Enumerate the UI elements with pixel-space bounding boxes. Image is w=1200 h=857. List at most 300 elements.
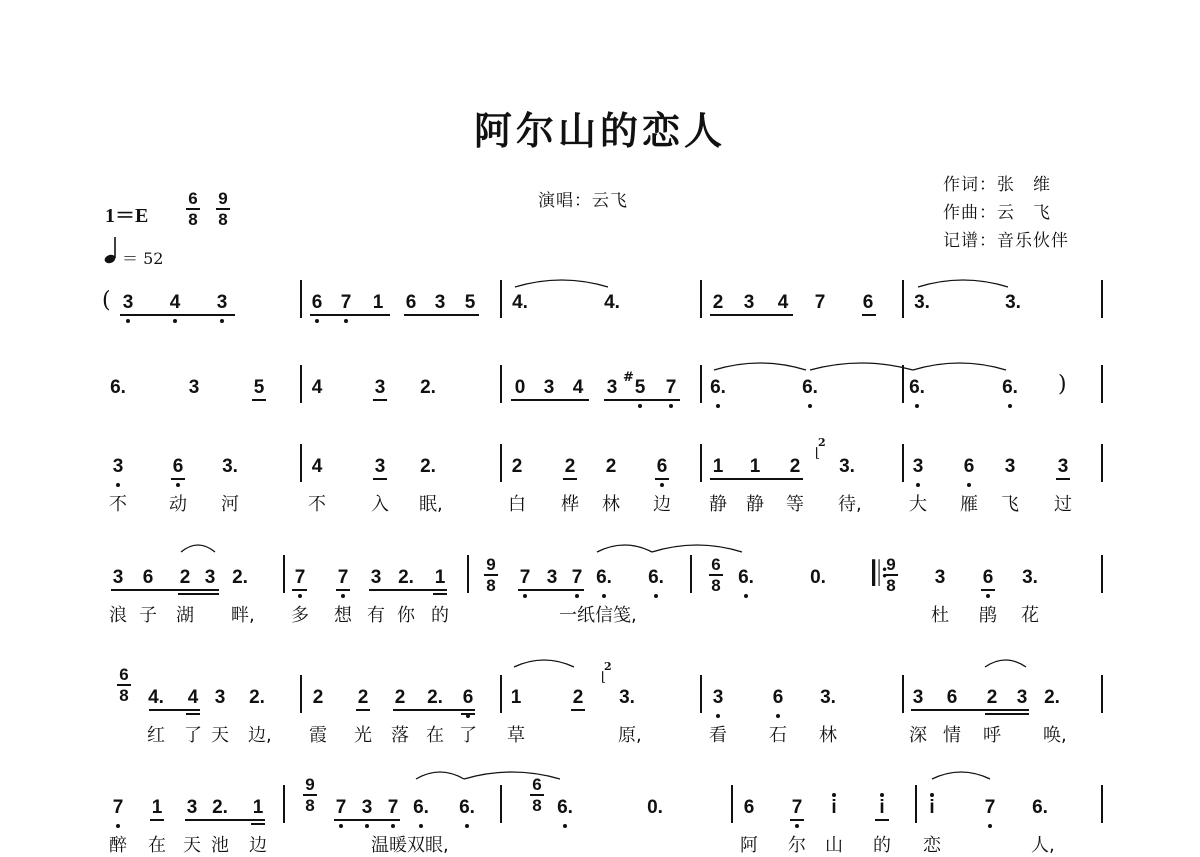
beat-underline [120, 314, 235, 316]
lyric-syllable: 一纸信笺, [559, 605, 637, 626]
lyric-syllable: 静 [746, 494, 764, 515]
beat-underline [604, 399, 680, 401]
beat-underline [985, 713, 1029, 715]
time-sig-top: 6 [711, 555, 721, 574]
slur-arc [181, 545, 215, 552]
octave-dot-below [795, 824, 799, 828]
lyric-syllable: 白 [508, 494, 526, 515]
note: 3 [112, 567, 124, 588]
bar-line [283, 785, 285, 823]
close-parenthesis: ) [1058, 372, 1067, 397]
note: 2. [420, 377, 436, 398]
note: 6. [413, 797, 429, 818]
time-sig-bottom: 8 [218, 209, 228, 229]
lyric-syllable: 呼 [983, 725, 1001, 746]
quarter-note-icon [104, 237, 120, 265]
note: 6 [963, 456, 975, 477]
note: 6 [656, 456, 668, 477]
octave-dot-below [808, 404, 812, 408]
octave-dot-below [654, 594, 658, 598]
grace-hook-icon: ⌊ [815, 446, 821, 461]
octave-dot-below [1008, 404, 1012, 408]
octave-dot-above [930, 793, 934, 797]
beat-underline [862, 314, 876, 316]
note: 4 [311, 377, 323, 398]
time-signature-6-8 [186, 190, 200, 228]
lyric-syllable: 不 [109, 494, 127, 515]
lyric-syllable: 待, [838, 494, 862, 515]
note: 7 [814, 292, 826, 313]
time-sig-bottom: 8 [886, 575, 896, 595]
note: 4. [604, 292, 620, 313]
note: i [879, 797, 885, 818]
note: i [929, 797, 935, 818]
beat-underline [171, 478, 185, 480]
note: 1 [151, 797, 163, 818]
note: 2. [420, 456, 436, 477]
bar-line [1101, 365, 1103, 403]
note: 0. [647, 797, 663, 818]
beat-underline [185, 819, 265, 821]
note: 7 [571, 567, 583, 588]
slur-arc [714, 363, 806, 370]
lyric-syllable: 边 [249, 835, 267, 856]
bar-line [700, 365, 702, 403]
note: 3 [188, 377, 200, 398]
note: 3 [1004, 456, 1016, 477]
beat-underline [981, 589, 995, 591]
octave-dot-below [220, 319, 224, 323]
lyric-syllable: 不 [308, 494, 326, 515]
note: 0. [810, 567, 826, 588]
note: 4 [311, 456, 323, 477]
sharp-accidental: # [623, 370, 634, 385]
note: 3. [914, 292, 930, 313]
note: 7 [387, 797, 399, 818]
time-sig-bottom: 8 [188, 209, 198, 229]
note: 1 [712, 456, 724, 477]
beat-underline [186, 713, 200, 715]
note: 7 [984, 797, 996, 818]
beat-underline [563, 478, 577, 480]
note: 3 [374, 456, 386, 477]
note: 3 [912, 456, 924, 477]
note: 2 [312, 687, 324, 708]
lyric-syllable: 湖 [176, 605, 194, 626]
lyric-syllable: 人, [1031, 835, 1055, 856]
octave-dot-below [315, 319, 319, 323]
note: 6 [311, 292, 323, 313]
time-sig-top: 6 [188, 189, 198, 208]
note: 6. [459, 797, 475, 818]
song-title: 阿尔山的恋人 [473, 108, 726, 153]
octave-dot-below [575, 594, 579, 598]
bar-line [700, 280, 702, 318]
lyric-syllable: 在 [426, 725, 444, 746]
lyric-syllable: 过 [1054, 494, 1072, 515]
lyric-syllable: 石 [769, 725, 787, 746]
note: 5 [464, 292, 476, 313]
bar-line [902, 675, 904, 713]
octave-dot-above [832, 793, 836, 797]
octave-dot-below [465, 824, 469, 828]
note: 6 [462, 687, 474, 708]
note: 2. [427, 687, 443, 708]
octave-dot-below [116, 483, 120, 487]
beat-underline [710, 314, 793, 316]
inline-time-signature-6-8 [709, 556, 723, 594]
bar-line [283, 555, 285, 593]
note: 3 [216, 292, 228, 313]
lyric-syllable: 林 [819, 725, 837, 746]
lyric-syllable: 恋 [923, 835, 941, 856]
bar-line [500, 280, 502, 318]
lyric-syllable: 入 [371, 494, 389, 515]
note: 1 [749, 456, 761, 477]
octave-dot-above [880, 793, 884, 797]
note: 4 [169, 292, 181, 313]
octave-dot-below [915, 404, 919, 408]
lyric-syllable: 动 [169, 494, 187, 515]
note: 5 [253, 377, 265, 398]
octave-dot-below [744, 594, 748, 598]
time-sig-bottom: 8 [711, 575, 721, 595]
octave-dot-below [967, 483, 971, 487]
bar-line [700, 675, 702, 713]
note: 6. [1002, 377, 1018, 398]
bar-line [300, 280, 302, 318]
beat-underline [149, 709, 200, 711]
octave-dot-below [716, 714, 720, 718]
beat-underline [334, 819, 400, 821]
bar-line [731, 785, 733, 823]
note: 3. [1022, 567, 1038, 588]
octave-dot-below [341, 594, 345, 598]
time-sig-top: 9 [886, 555, 896, 574]
lyric-syllable: 林 [602, 494, 620, 515]
beat-underline [373, 399, 387, 401]
beat-underline [369, 589, 447, 591]
lyric-syllable: 的 [431, 605, 449, 626]
beat-underline [393, 709, 475, 711]
note: 7 [294, 567, 306, 588]
note: 3. [839, 456, 855, 477]
slur-arc [652, 545, 742, 552]
time-sig-top: 9 [218, 189, 228, 208]
octave-dot-below [391, 824, 395, 828]
lyric-syllable: 温暖双眼, [371, 835, 449, 856]
repeat-start-icon: 𝄆 [872, 554, 889, 594]
lyric-syllable: 尔 [788, 835, 806, 856]
note: 6. [557, 797, 573, 818]
octave-dot-below [563, 824, 567, 828]
slur-arc [515, 280, 608, 287]
note: 2. [398, 567, 414, 588]
note: 3 [370, 567, 382, 588]
inline-time-signature-6-8 [530, 776, 544, 814]
lyric-syllable: 飞 [1001, 494, 1019, 515]
open-parenthesis: ( [102, 288, 111, 313]
lyric-syllable: 鹃 [979, 605, 997, 626]
bar-line [467, 555, 469, 593]
lyric-syllable: 唤, [1043, 725, 1067, 746]
octave-dot-below [988, 824, 992, 828]
note: i [831, 797, 837, 818]
note: 1 [510, 687, 522, 708]
note: 1 [252, 797, 264, 818]
time-sig-top: 9 [486, 555, 496, 574]
note: 2. [212, 797, 228, 818]
octave-dot-below [176, 483, 180, 487]
note: 6. [738, 567, 754, 588]
note: 6. [648, 567, 664, 588]
grace-hook-icon: ⌊ [601, 670, 607, 685]
beat-underline [336, 589, 350, 591]
octave-dot-below [776, 714, 780, 718]
note: 6 [772, 687, 784, 708]
lyric-syllable: 边 [653, 494, 671, 515]
note: 3 [912, 687, 924, 708]
bar-line [902, 280, 904, 318]
note: 4 [187, 687, 199, 708]
lyric-syllable: 桦 [561, 494, 579, 515]
note: 3 [1016, 687, 1028, 708]
slur-arc [597, 545, 652, 552]
note: 2 [605, 456, 617, 477]
inline-time-signature-6-8 [117, 666, 131, 704]
octave-dot-below [173, 319, 177, 323]
singer-credit: 演唱：云飞 [538, 191, 628, 211]
note: 3. [1005, 292, 1021, 313]
octave-dot-below [298, 594, 302, 598]
beat-underline [790, 819, 804, 821]
bar-line [500, 675, 502, 713]
bar-line [1101, 675, 1103, 713]
bar-line [1101, 555, 1103, 593]
note: 7 [519, 567, 531, 588]
beat-underline [292, 589, 307, 591]
lyric-syllable: 花 [1021, 605, 1039, 626]
bar-line [1101, 444, 1103, 482]
time-sig-top: 9 [305, 775, 315, 794]
beat-underline [518, 589, 584, 591]
time-sig-top: 6 [532, 775, 542, 794]
transcriber-credit: 记谱：音乐伙伴 [943, 231, 1069, 251]
beat-underline [461, 713, 475, 715]
lyric-syllable: 草 [507, 725, 525, 746]
composer-credit: 作曲：云 飞 [943, 203, 1051, 223]
beat-underline [373, 478, 387, 480]
octave-dot-below [602, 594, 606, 598]
lyric-syllable: 光 [354, 725, 372, 746]
time-sig-bottom: 8 [486, 575, 496, 595]
note: 6. [909, 377, 925, 398]
time-signature-9-8 [216, 190, 230, 228]
note: 2 [789, 456, 801, 477]
note: 3 [434, 292, 446, 313]
note: 2 [511, 456, 523, 477]
note: 3 [112, 456, 124, 477]
beat-underline [911, 709, 1029, 711]
octave-dot-below [669, 404, 673, 408]
lyric-syllable: 杜 [931, 605, 949, 626]
lyric-syllable: 的 [873, 835, 891, 856]
lyric-syllable: 眠, [419, 494, 443, 515]
note: 6 [982, 567, 994, 588]
note: 7 [791, 797, 803, 818]
lyric-syllable: 畔, [231, 605, 255, 626]
note: 3 [712, 687, 724, 708]
note: 2 [572, 687, 584, 708]
note: 7 [337, 567, 349, 588]
note: 2 [564, 456, 576, 477]
lyric-syllable: 池 [211, 835, 229, 856]
note: 4. [148, 687, 164, 708]
note: 2. [249, 687, 265, 708]
bar-line [500, 444, 502, 482]
note: 0 [514, 377, 526, 398]
octave-dot-below [339, 824, 343, 828]
note: 5 [634, 377, 646, 398]
bar-line [1101, 280, 1103, 318]
beat-underline [111, 589, 219, 591]
note: 3 [743, 292, 755, 313]
beat-underline [710, 478, 803, 480]
note: 4 [572, 377, 584, 398]
note: 3. [820, 687, 836, 708]
lyric-syllable: 了 [459, 725, 477, 746]
note: 3 [122, 292, 134, 313]
octave-dot-below [365, 824, 369, 828]
note: 3 [361, 797, 373, 818]
note: 2 [986, 687, 998, 708]
octave-dot-below [638, 404, 642, 408]
slur-arc [810, 363, 913, 370]
note: 2 [179, 567, 191, 588]
note: 6. [1032, 797, 1048, 818]
note: 3 [934, 567, 946, 588]
slur-arc [514, 660, 574, 667]
slur-arc [932, 772, 990, 779]
time-sig-bottom: 8 [119, 685, 129, 705]
note: 6 [862, 292, 874, 313]
slur-arc [464, 772, 560, 779]
note: 6 [946, 687, 958, 708]
octave-dot-below [126, 319, 130, 323]
lyric-syllable: 看 [709, 725, 727, 746]
bar-line [690, 555, 692, 593]
bar-line [500, 365, 502, 403]
lyric-syllable: 有 [367, 605, 385, 626]
lyric-syllable: 等 [786, 494, 804, 515]
beat-underline [571, 709, 585, 711]
lyric-syllable: 情 [943, 725, 961, 746]
note: 2 [712, 292, 724, 313]
note: 6. [110, 377, 126, 398]
time-sig-top: 6 [119, 665, 129, 684]
octave-dot-below [916, 483, 920, 487]
bar-line [500, 785, 502, 823]
slur-arc [918, 280, 1008, 287]
bar-line [300, 365, 302, 403]
bar-line [1101, 785, 1103, 823]
note: 2. [232, 567, 248, 588]
lyric-syllable: 醉 [109, 835, 127, 856]
note: 6 [172, 456, 184, 477]
note: 6. [802, 377, 818, 398]
octave-dot-below [419, 824, 423, 828]
lyric-syllable: 雁 [960, 494, 978, 515]
lyric-syllable: 浪 [109, 605, 127, 626]
note: 6. [710, 377, 726, 398]
beat-underline [433, 593, 447, 595]
beat-underline [150, 819, 164, 821]
beat-underline [404, 314, 479, 316]
note: 7 [340, 292, 352, 313]
slur-arc [913, 363, 1006, 370]
note: 3 [546, 567, 558, 588]
lyricist-credit: 作词：张 维 [943, 175, 1051, 195]
note: 2. [1044, 687, 1060, 708]
lyric-syllable: 在 [148, 835, 166, 856]
key-signature: 1＝E [105, 205, 149, 227]
lyric-syllable: 天 [183, 835, 201, 856]
note: 3 [214, 687, 226, 708]
slur-arc [416, 772, 464, 779]
lyric-syllable: 大 [909, 494, 927, 515]
bar-line [915, 785, 917, 823]
lyric-syllable: 你 [397, 605, 415, 626]
lyric-syllable: 山 [825, 835, 843, 856]
bar-line [700, 444, 702, 482]
lyric-syllable: 想 [334, 605, 352, 626]
note: 6. [596, 567, 612, 588]
lyric-syllable: 子 [139, 605, 157, 626]
beat-underline [875, 819, 889, 821]
note: 3 [606, 377, 618, 398]
lyric-syllable: 霞 [309, 725, 327, 746]
note: 7 [665, 377, 677, 398]
lyric-syllable: 原, [618, 725, 642, 746]
beat-underline [178, 593, 219, 595]
note: 7 [112, 797, 124, 818]
note: 6 [743, 797, 755, 818]
lyric-syllable: 天 [211, 725, 229, 746]
inline-time-signature-9-8 [303, 776, 317, 814]
inline-time-signature-9-8 [484, 556, 498, 594]
bar-line [902, 365, 904, 403]
note: 3 [204, 567, 216, 588]
note: 1 [372, 292, 384, 313]
octave-dot-below [716, 404, 720, 408]
lyric-syllable: 了 [184, 725, 202, 746]
octave-dot-below [986, 594, 990, 598]
note: 3. [619, 687, 635, 708]
note: 3 [186, 797, 198, 818]
lyric-syllable: 阿 [740, 835, 758, 856]
note: 4 [777, 292, 789, 313]
lyric-syllable: 边, [248, 725, 272, 746]
beat-underline [655, 478, 669, 480]
note: 6 [142, 567, 154, 588]
beat-underline [356, 709, 370, 711]
note: 3 [1057, 456, 1069, 477]
beat-underline [251, 823, 265, 825]
bar-line [300, 675, 302, 713]
octave-dot-below [344, 319, 348, 323]
octave-dot-below [523, 594, 527, 598]
note: 7 [335, 797, 347, 818]
